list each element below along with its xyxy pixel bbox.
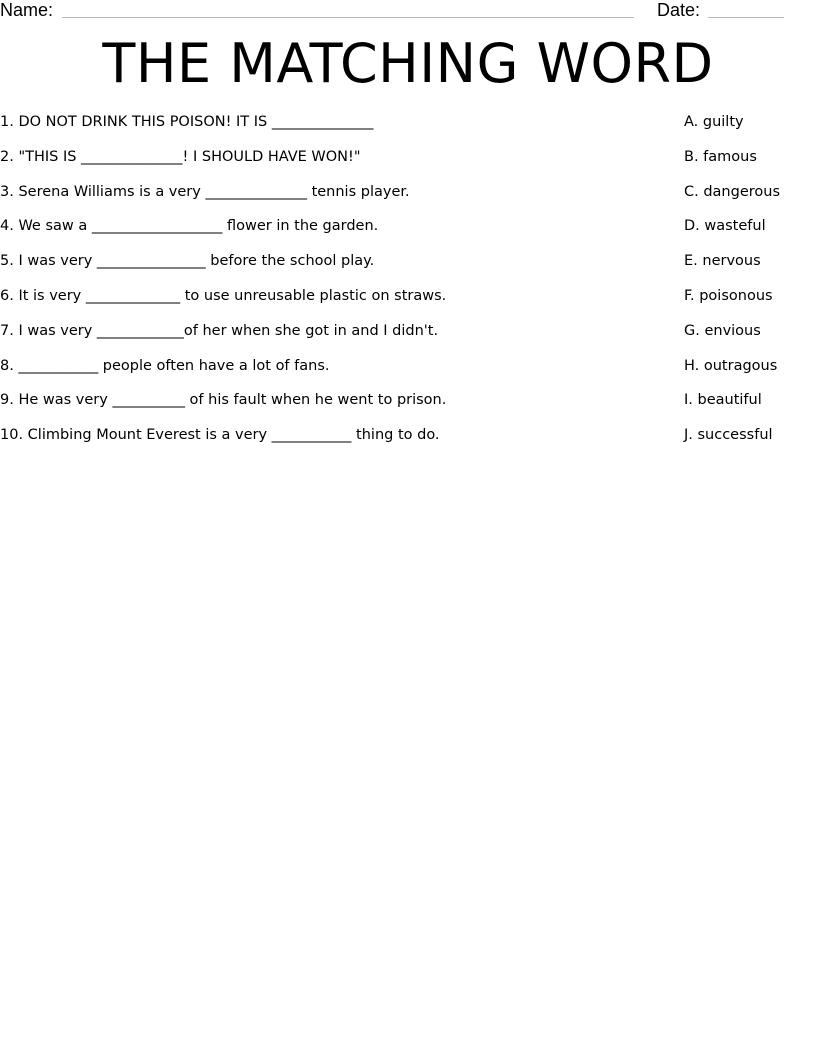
question-item: 9. He was very __________ of his fault when he went to prison. xyxy=(0,392,447,409)
answer-item: H. outragous xyxy=(684,357,778,374)
question-list xyxy=(0,112,660,460)
question-item: 5. I was very _______________ before the school play. xyxy=(0,253,375,270)
answer-list xyxy=(684,112,814,460)
answer-item: I. beautiful xyxy=(684,392,762,409)
answer-item: C. dangerous xyxy=(684,183,781,200)
answer-item: B. famous xyxy=(684,148,757,165)
name-blank-line[interactable] xyxy=(62,17,634,18)
question-item: 4. We saw a __________________ flower in the garden. xyxy=(0,218,379,235)
page-title: THE MATCHING WORD xyxy=(102,32,714,95)
question-item: 7. I was very ____________of her when she got in and I didn't. xyxy=(0,322,439,339)
question-item: 6. It is very _____________ to use unreusable plastic on straws. xyxy=(0,287,447,304)
answer-item: D. wasteful xyxy=(684,218,766,235)
question-item: 1. DO NOT DRINK THIS POISON! IT IS ______________ xyxy=(0,114,374,130)
answer-item: J. successful xyxy=(684,427,773,444)
answer-item: E. nervous xyxy=(684,253,761,270)
question-item: 3. Serena Williams is a very ______________ tennis player. xyxy=(0,183,410,200)
answer-item: G. envious xyxy=(684,322,761,339)
worksheet-header xyxy=(0,0,816,22)
answer-item: A. guilty xyxy=(684,114,744,130)
date-label: Date: xyxy=(657,0,701,20)
question-item: 8. ___________ people often have a lot of fans. xyxy=(0,357,330,374)
question-item: 10. Climbing Mount Everest is a very ___________ thing to do. xyxy=(0,427,440,444)
answer-item: F. poisonous xyxy=(684,287,773,304)
name-label: Name: xyxy=(0,0,54,20)
question-item: 2. "THIS IS ______________! I SHOULD HAVE WON!" xyxy=(0,148,361,165)
date-blank-line[interactable] xyxy=(708,17,784,18)
